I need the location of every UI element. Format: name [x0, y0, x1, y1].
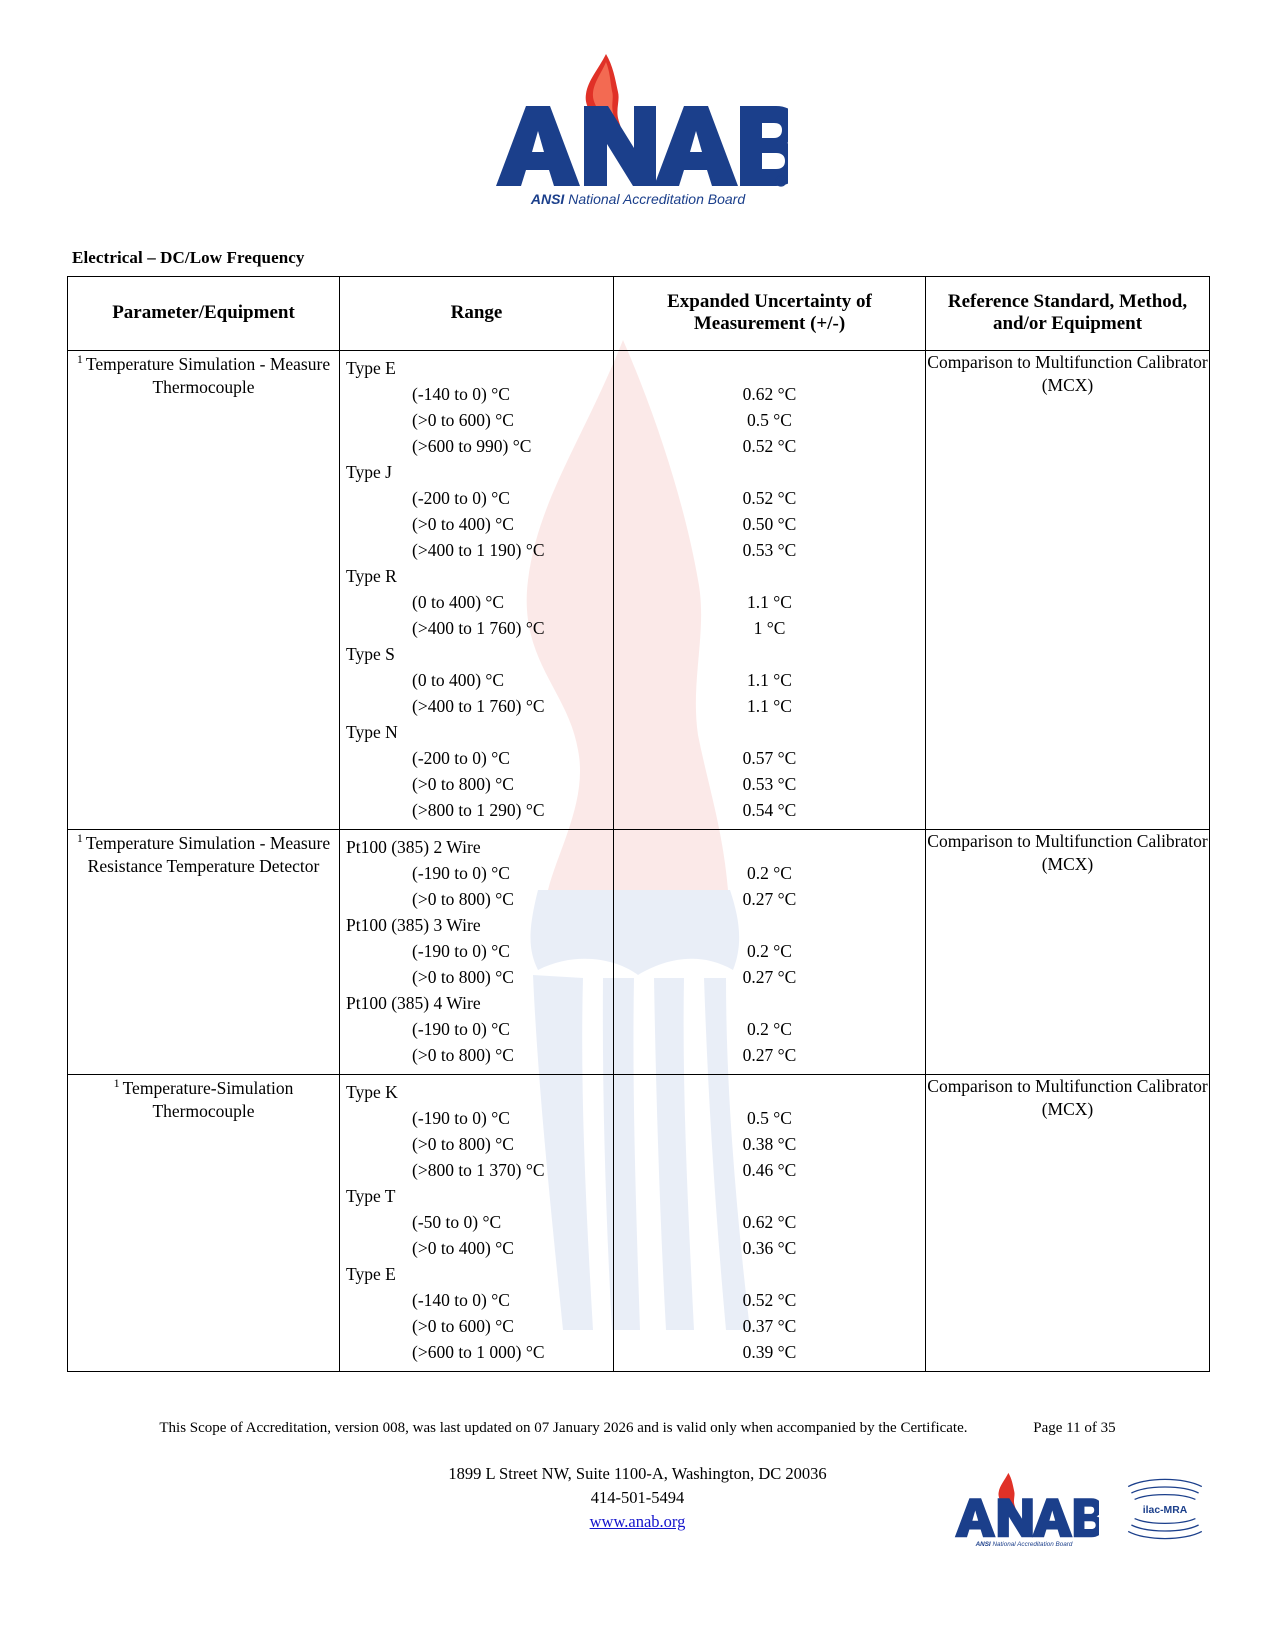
- uncertainty-spacer: [614, 641, 925, 667]
- uncertainty-value: 0.46 °C: [742, 1159, 797, 1180]
- table-row: [68, 350, 1210, 829]
- table-body: [68, 350, 1210, 1371]
- range-group-label: Type J: [346, 461, 392, 482]
- uncertainty-value: 0.36 °C: [742, 1237, 797, 1258]
- range-group-label: Type E: [346, 357, 396, 378]
- range-group-label: Type K: [346, 1081, 398, 1102]
- range-item: (>800 to 1 370) °C: [412, 1159, 545, 1180]
- footer-version-note: This Scope of Accreditation, version 008, was last updated on 07 January 2026 and is valid only when accompanied by the Certificate.: [159, 1420, 968, 1436]
- range-item: (>600 to 1 000) °C: [412, 1341, 545, 1362]
- footer-note-line: [0, 1420, 1275, 1437]
- footer-logo-group: [949, 1470, 1213, 1548]
- uncertainty-value: 0.27 °C: [742, 1044, 797, 1065]
- range-item: (-190 to 0) °C: [412, 862, 510, 883]
- range-item: (>0 to 600) °C: [412, 409, 514, 430]
- cell-reference-standard: Comparison to Multifunction Calibrator (MCX): [926, 829, 1210, 1074]
- cell-range: [340, 829, 614, 1074]
- uncertainty-value: 0.50 °C: [742, 513, 797, 534]
- uncertainty-value: 0.53 °C: [742, 773, 797, 794]
- uncertainty-spacer: [614, 990, 925, 1016]
- cell-uncertainty: [614, 829, 926, 1074]
- uncertainty-value: 1.1 °C: [747, 695, 792, 716]
- range-group-label: Type R: [346, 565, 397, 586]
- footer-website-link[interactable]: www.anab.org: [589, 1511, 686, 1531]
- column-header-reference: Reference Standard, Method, and/or Equipment: [926, 277, 1210, 351]
- table-header-row: [68, 277, 1210, 351]
- uncertainty-value: 0.52 °C: [742, 487, 797, 508]
- svg-text:ANSI National Accreditation Bo: ANSI National Accreditation Board: [975, 1541, 1073, 1548]
- table-row: [68, 1074, 1210, 1371]
- uncertainty-value: 0.2 °C: [747, 940, 792, 961]
- footnote-marker: 1: [76, 351, 86, 366]
- table-row: [68, 829, 1210, 1074]
- anab-logo-header: [0, 0, 1275, 213]
- range-item: (>400 to 1 760) °C: [412, 617, 545, 638]
- svg-text:R: R: [778, 180, 783, 186]
- anab-logo-footer: [949, 1470, 1099, 1548]
- footer-phone: 414-501-5494: [590, 1487, 685, 1507]
- cell-range: [340, 1074, 614, 1371]
- range-item: (0 to 400) °C: [412, 591, 505, 612]
- column-header-parameter: Parameter/Equipment: [68, 277, 340, 351]
- uncertainty-value: 0.27 °C: [742, 966, 797, 987]
- range-item: (-190 to 0) °C: [412, 1107, 510, 1128]
- range-item: (>400 to 1 190) °C: [412, 539, 545, 560]
- range-item: (>0 to 400) °C: [412, 513, 514, 534]
- uncertainty-value: 0.38 °C: [742, 1133, 797, 1154]
- range-item: (>0 to 800) °C: [412, 1044, 514, 1065]
- range-item: (-190 to 0) °C: [412, 1018, 510, 1039]
- uncertainty-value: 0.5 °C: [747, 409, 792, 430]
- uncertainty-value: 0.52 °C: [742, 1289, 797, 1310]
- uncertainty-value: 1.1 °C: [747, 591, 792, 612]
- svg-text:ANSI National Accreditation Bo: ANSI National Accreditation Board: [530, 191, 745, 207]
- uncertainty-value: 0.53 °C: [742, 539, 797, 560]
- ilac-mra-logo: [1117, 1472, 1213, 1546]
- uncertainty-value: 0.2 °C: [747, 862, 792, 883]
- uncertainty-spacer: [614, 459, 925, 485]
- uncertainty-value: 0.62 °C: [742, 383, 797, 404]
- cell-parameter: $^1$ Temperature Simulation - Measure Resistance Temperature Detector: [68, 829, 340, 1074]
- range-item: (>600 to 990) °C: [412, 435, 532, 456]
- range-group-label: Type S: [346, 643, 395, 664]
- range-group-label: Pt100 (385) 4 Wire: [346, 992, 481, 1013]
- range-item: (>0 to 400) °C: [412, 1237, 514, 1258]
- cell-uncertainty: [614, 1074, 926, 1371]
- cell-reference-standard: Comparison to Multifunction Calibrator (MCX): [926, 1074, 1210, 1371]
- footnote-marker: 1: [76, 830, 86, 845]
- section-title: Electrical – DC/Low Frequency: [72, 248, 305, 267]
- cell-uncertainty: [614, 350, 926, 829]
- range-item: (>400 to 1 760) °C: [412, 695, 545, 716]
- cell-parameter: $^1$ Temperature Simulation - Measure Thermocouple: [68, 350, 340, 829]
- uncertainty-value: 0.54 °C: [742, 799, 797, 820]
- uncertainty-value: 0.2 °C: [747, 1018, 792, 1039]
- footer-address: 1899 L Street NW, Suite 1100-A, Washington, DC 20036: [448, 1464, 827, 1483]
- uncertainty-spacer: [614, 1079, 925, 1105]
- uncertainty-spacer: [614, 912, 925, 938]
- uncertainty-spacer: [614, 834, 925, 860]
- scope-table: [67, 276, 1210, 1372]
- column-header-range: Range: [340, 277, 614, 351]
- range-item: (>0 to 800) °C: [412, 888, 514, 909]
- range-item: (>800 to 1 290) °C: [412, 799, 545, 820]
- cell-parameter: $^1$ Temperature-Simulation Thermocouple: [68, 1074, 340, 1371]
- uncertainty-spacer: [614, 355, 925, 381]
- range-item: (>0 to 800) °C: [412, 966, 514, 987]
- range-item: (-50 to 0) °C: [412, 1211, 502, 1232]
- uncertainty-value: 1.1 °C: [747, 669, 792, 690]
- range-group-label: Pt100 (385) 2 Wire: [346, 836, 481, 857]
- uncertainty-value: 0.27 °C: [742, 888, 797, 909]
- cell-reference-standard: Comparison to Multifunction Calibrator (MCX): [926, 350, 1210, 829]
- uncertainty-value: 0.37 °C: [742, 1315, 797, 1336]
- uncertainty-spacer: [614, 1183, 925, 1209]
- range-item: (>0 to 800) °C: [412, 773, 514, 794]
- uncertainty-value: 0.52 °C: [742, 435, 797, 456]
- uncertainty-spacer: [614, 1261, 925, 1287]
- uncertainty-value: 0.57 °C: [742, 747, 797, 768]
- range-item: (-190 to 0) °C: [412, 940, 510, 961]
- range-group-label: Pt100 (385) 3 Wire: [346, 914, 481, 935]
- range-item: (>0 to 600) °C: [412, 1315, 514, 1336]
- range-item: (-200 to 0) °C: [412, 487, 510, 508]
- range-group-label: Type N: [346, 721, 398, 742]
- ilac-mra-text: ilac-MRA: [1142, 1505, 1188, 1516]
- range-item: (>0 to 800) °C: [412, 1133, 514, 1154]
- range-item: (-140 to 0) °C: [412, 383, 510, 404]
- uncertainty-value: 0.39 °C: [742, 1341, 797, 1362]
- uncertainty-spacer: [614, 563, 925, 589]
- range-item: (0 to 400) °C: [412, 669, 505, 690]
- range-item: (-200 to 0) °C: [412, 747, 510, 768]
- column-header-uncertainty: Expanded Uncertainty of Measurement (+/-): [614, 277, 926, 351]
- range-group-label: Type E: [346, 1263, 396, 1284]
- uncertainty-spacer: [614, 719, 925, 745]
- uncertainty-value: 1 °C: [753, 617, 786, 638]
- footer-page-number: Page 11 of 35: [1033, 1420, 1116, 1436]
- cell-range: [340, 350, 614, 829]
- footnote-marker: 1: [113, 1075, 123, 1090]
- range-item: (-140 to 0) °C: [412, 1289, 510, 1310]
- uncertainty-value: 0.62 °C: [742, 1211, 797, 1232]
- uncertainty-value: 0.5 °C: [747, 1107, 792, 1128]
- range-group-label: Type T: [346, 1185, 396, 1206]
